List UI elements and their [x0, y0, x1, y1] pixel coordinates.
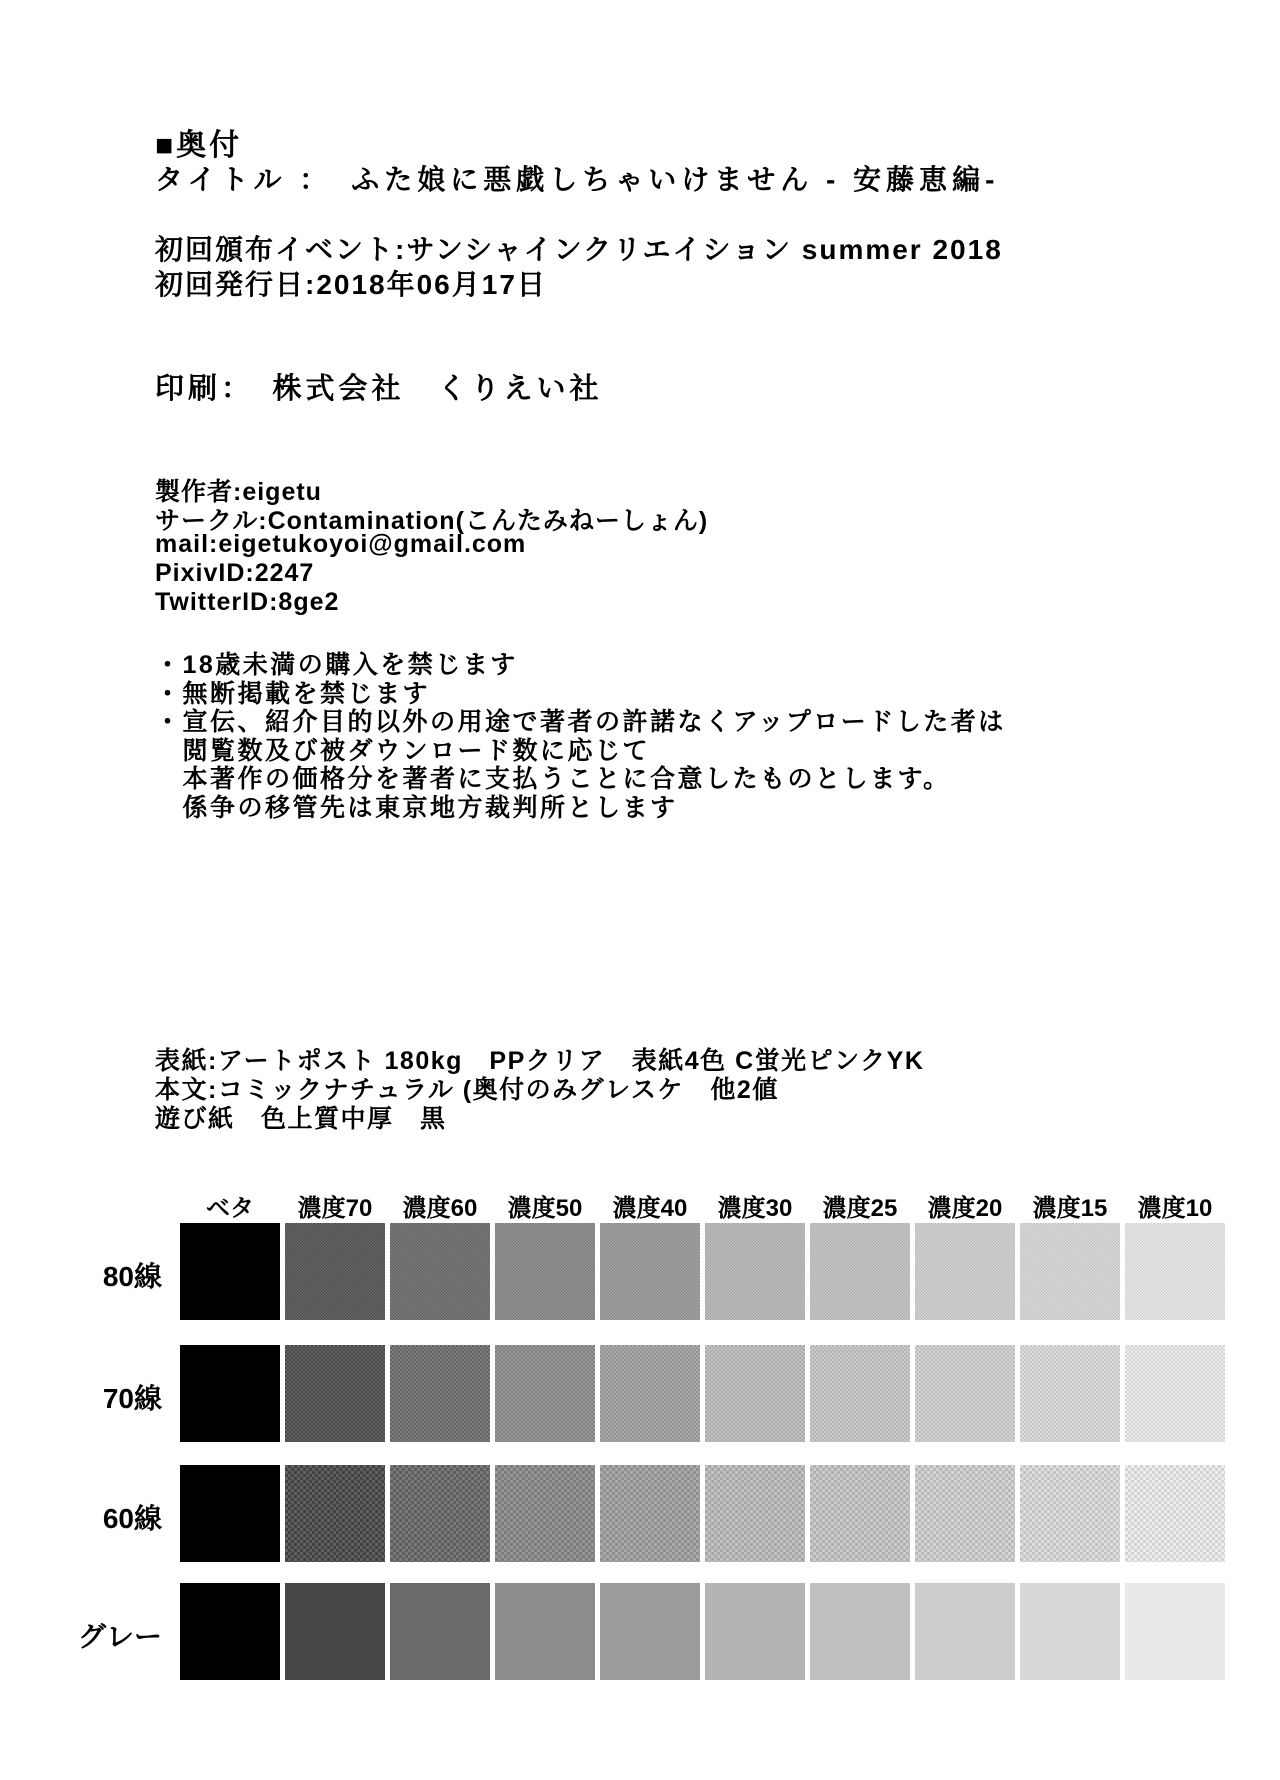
density-swatch [915, 1583, 1015, 1680]
screen-row-label: グレー [77, 1620, 162, 1652]
density-swatch [705, 1223, 805, 1320]
notice-line: 係争の移管先は東京地方裁判所とします [155, 794, 678, 822]
density-swatch [600, 1345, 700, 1442]
density-swatch [810, 1223, 910, 1320]
density-swatch [1125, 1465, 1225, 1562]
density-swatch [285, 1345, 385, 1442]
density-swatch [705, 1583, 805, 1680]
density-swatch [600, 1223, 700, 1320]
density-swatch [495, 1583, 595, 1680]
density-swatch [915, 1223, 1015, 1320]
density-swatch [705, 1345, 805, 1442]
density-column-header: 濃度10 [1137, 1195, 1213, 1222]
density-swatch [495, 1345, 595, 1442]
screen-row-label: 80線 [102, 1260, 162, 1292]
density-swatch [1020, 1583, 1120, 1680]
density-column-header: 濃度30 [717, 1195, 793, 1222]
notice-line: 本著作の価格分を著者に支払うことに合意したものとします。 [155, 765, 951, 793]
density-swatch [180, 1465, 280, 1562]
density-swatch [180, 1583, 280, 1680]
density-swatch [1125, 1583, 1225, 1680]
density-swatch [390, 1345, 490, 1442]
twitter-id-line: TwitterID:8ge2 [155, 588, 340, 616]
first-release-event-line: 初回頒布イベント:サンシャインクリエイション summer 2018 [155, 234, 1003, 265]
density-swatch [390, 1223, 490, 1320]
screen-row-label: 70線 [102, 1382, 162, 1414]
density-swatch [285, 1583, 385, 1680]
notice-line: ・18歳未満の購入を禁じます [155, 651, 518, 679]
density-swatch [1020, 1223, 1120, 1320]
density-swatch [390, 1465, 490, 1562]
density-swatch [180, 1223, 280, 1320]
notice-line: ・無断掲載を禁じます [155, 680, 431, 708]
density-column-header: 濃度60 [402, 1195, 478, 1222]
pixiv-id-line: PixivID:2247 [155, 559, 315, 587]
printer-line: 印刷： 株式会社 くりえい社 [155, 373, 603, 405]
density-swatch [495, 1465, 595, 1562]
paper-spec-cover-line: 表紙:アートポスト 180kg PPクリア 表紙4色 C蛍光ピンクYK [155, 1047, 925, 1075]
density-swatch [1125, 1223, 1225, 1320]
density-column-header: 濃度40 [612, 1195, 688, 1222]
density-swatch [495, 1223, 595, 1320]
density-column-header: 濃度15 [1032, 1195, 1108, 1222]
density-column-header: 濃度20 [927, 1195, 1003, 1222]
density-column-header: 濃度25 [822, 1195, 898, 1222]
paper-spec-body-line: 本文:コミックナチュラル (奥付のみグレスケ 他2値 [155, 1076, 779, 1104]
book-title-line: タイトル ： ふた娘に悪戯しちゃいけません - 安藤恵編- [155, 164, 1000, 195]
density-column-header: 濃度70 [297, 1195, 373, 1222]
density-swatch [390, 1583, 490, 1680]
section-header-okuzuke: ■奥付 [155, 129, 243, 162]
paper-spec-flyleaf-line: 遊び紙 色上質中厚 黒 [155, 1105, 447, 1133]
density-swatch [600, 1583, 700, 1680]
density-swatch [810, 1345, 910, 1442]
density-swatch [180, 1345, 280, 1442]
notice-line: ・宣伝、紹介目的以外の用途で著者の許諾なくアップロードした者は [155, 708, 1006, 736]
circle-line: サークル:Contamination(こんたみねーしょん) [155, 507, 709, 535]
creator-line: 製作者:eigetu [155, 478, 322, 506]
density-swatch [600, 1465, 700, 1562]
density-swatch [285, 1223, 385, 1320]
first-release-date-line: 初回発行日:2018年06月17日 [155, 269, 547, 300]
notice-line: 閲覧数及び被ダウンロード数に応じて [155, 737, 651, 765]
density-column-header: ベタ [206, 1195, 254, 1222]
density-swatch [285, 1465, 385, 1562]
mail-line: mail:eigetukoyoi@gmail.com [155, 530, 527, 558]
density-swatch [810, 1465, 910, 1562]
density-swatch [1020, 1465, 1120, 1562]
density-column-header: 濃度50 [507, 1195, 583, 1222]
density-swatch [1020, 1345, 1120, 1442]
density-swatch [915, 1465, 1015, 1562]
density-swatch [1125, 1345, 1225, 1442]
screen-row-label: 60線 [102, 1502, 162, 1534]
density-swatch [705, 1465, 805, 1562]
density-swatch [810, 1583, 910, 1680]
density-swatch [915, 1345, 1015, 1442]
